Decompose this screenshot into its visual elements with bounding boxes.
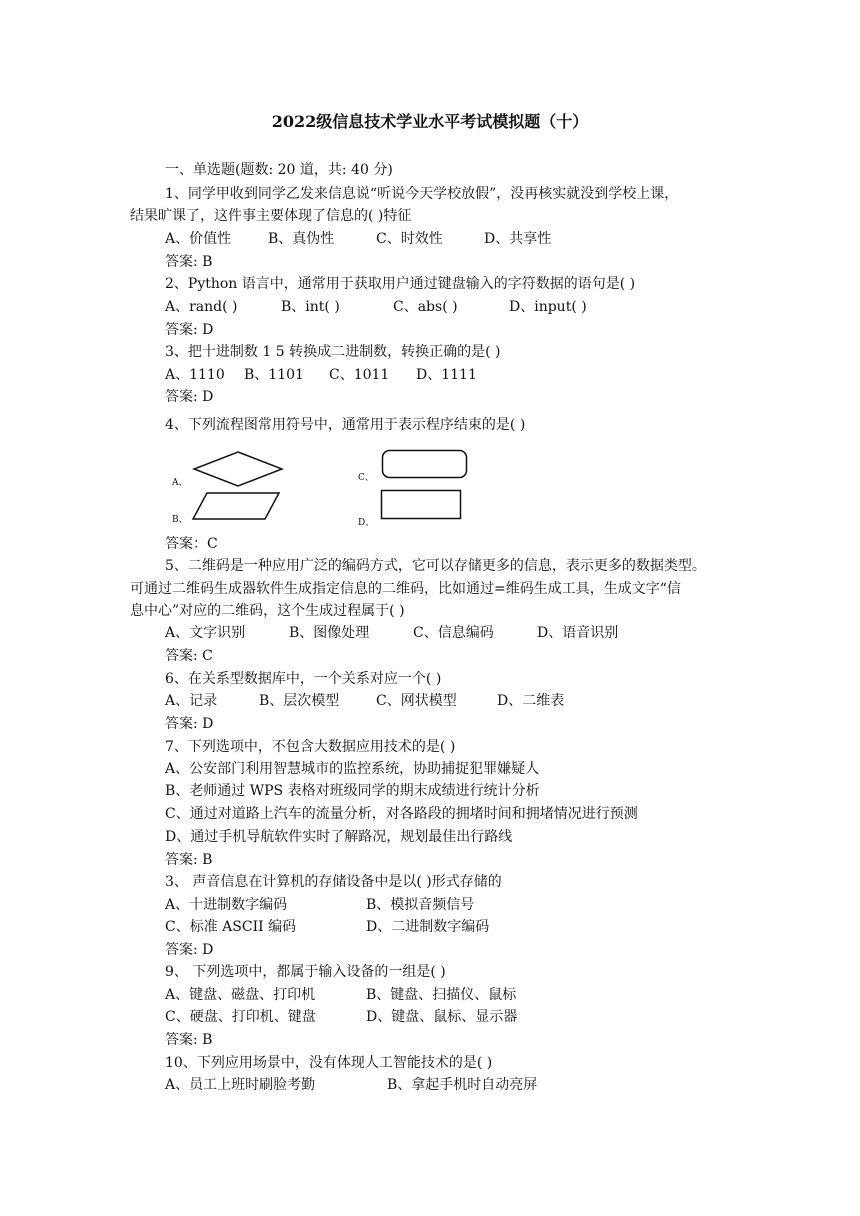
option-a: A、记录 [165, 693, 218, 709]
shape-label-a: A、 [172, 478, 188, 488]
option-c: C、信息编码 [413, 625, 494, 641]
option-b: B、老师通过 WPS 表格对班级同学的期末成绩进行统计分析 [165, 783, 540, 799]
question-1-text-cont: 结果旷课了，这件事主要体现了信息的( )特征 [130, 208, 412, 224]
rectangle-shape [380, 489, 463, 521]
option-a: A、rand( ) [165, 299, 238, 315]
answer: 答案: D [165, 389, 214, 405]
option-b: B、图像处理 [289, 625, 370, 641]
question-8-text: 3、 声音信息在计算机的存储设备中是以( )形式存储的 [165, 874, 502, 890]
question-9-text: 9、 下列选项中，都属于输入设备的一组是( ) [165, 964, 446, 980]
diamond-shape [192, 450, 284, 488]
option-d: D、通过手机导航软件实时了解路况，规划最佳出行路线 [165, 829, 513, 845]
question-5-text-cont: 息中心”对应的二维码，这个生成过程属于( ) [130, 603, 405, 619]
option-a: A、员工上班时刷脸考勤 [165, 1077, 316, 1093]
parallelogram-shape [191, 491, 281, 521]
option-b: B、int( ) [281, 299, 340, 315]
option-d: D、二维表 [497, 693, 565, 709]
option-a: A、公安部门利用智慧城市的监控系统，协助捕捉犯罪嫌疑人 [165, 761, 540, 777]
shape-label-b: B、 [172, 515, 188, 525]
option-a: A、文字识别 [165, 625, 246, 641]
question-10-text: 10、下列应用场景中，没有体现人工智能技术的是( ) [165, 1055, 493, 1071]
option-c: C、1011 [329, 367, 390, 383]
answer: 答案: D [165, 322, 214, 338]
question-2-text: 2、Python 语言中，通常用于获取用户通过键盘输入的字符数据的语句是( ) [165, 276, 636, 292]
option-d: D、二进制数字编码 [366, 919, 490, 935]
section-heading: 一、单选题(题数: 20 道，共: 40 分) [165, 162, 393, 178]
option-d: D、键盘、鼠标、显示器 [366, 1009, 518, 1025]
question-7-text: 7、下列选项中，不包含大数据应用技术的是( ) [165, 739, 456, 755]
answer: 答案: B [165, 254, 213, 270]
option-c: C、标准 ASCII 编码 [165, 919, 297, 935]
shape-label-c: C、 [358, 473, 374, 483]
option-b: B、真伪性 [268, 231, 335, 247]
option-d: D、input( ) [509, 299, 587, 315]
answer: 答案: D [165, 716, 214, 732]
answer: 答案: B [165, 1032, 213, 1048]
question-4-text: 4、下列流程图常用符号中，通常用于表示程序结束的是( ) [165, 417, 526, 433]
option-b: B、1101 [244, 367, 304, 383]
shape-label-d: D、 [358, 518, 375, 528]
option-c: C、时效性 [376, 231, 443, 247]
option-c: C、通过对道路上汽车的流量分析，对各路段的拥堵时间和拥堵情况进行预测 [165, 806, 638, 822]
question-1-text: 1、同学甲收到同学乙发来信息说“听说今天学校放假”，没再核实就没到学校上课， [165, 186, 679, 202]
option-d: D、共享性 [484, 231, 552, 247]
answer: 答案: D [165, 942, 214, 958]
question-5-text-cont: 可通过二维码生成器软件生成指定信息的二维码，比如通过=维码生成工具，生成文字“信 [130, 581, 681, 597]
option-b: B、模拟音频信号 [366, 897, 475, 913]
answer: 答案：C [165, 536, 218, 552]
option-a: A、键盘、磁盘、打印机 [165, 987, 316, 1003]
option-a: A、1110 [165, 367, 225, 383]
option-d: D、1111 [416, 367, 477, 383]
question-3-text: 3、把十进制数 1 5 转换成二进制数，转换正确的是( ) [165, 344, 501, 360]
rounded-rectangle-shape [381, 449, 469, 479]
answer: 答案: B [165, 852, 213, 868]
option-c: C、硬盘、打印机、键盘 [165, 1009, 316, 1025]
question-6-text: 6、在关系型数据库中，一个关系对应一个( ) [165, 671, 442, 687]
page-title: 2022级信息技术学业水平考试模拟题（十） [271, 112, 589, 131]
answer: 答案: C [165, 648, 213, 664]
option-c: C、网状模型 [376, 693, 457, 709]
option-a: A、价值性 [165, 231, 232, 247]
option-b: B、拿起手机时自动亮屏 [387, 1077, 538, 1093]
question-5-text: 5、二维码是一种应用广泛的编码方式，它可以存储更多的信息，表示更多的数据类型。 [165, 558, 706, 574]
option-a: A、十进制数字编码 [165, 897, 288, 913]
option-b: B、层次模型 [259, 693, 340, 709]
option-d: D、语音识别 [537, 625, 619, 641]
option-c: C、abs( ) [393, 299, 458, 315]
option-b: B、键盘、扫描仪、鼠标 [366, 987, 517, 1003]
